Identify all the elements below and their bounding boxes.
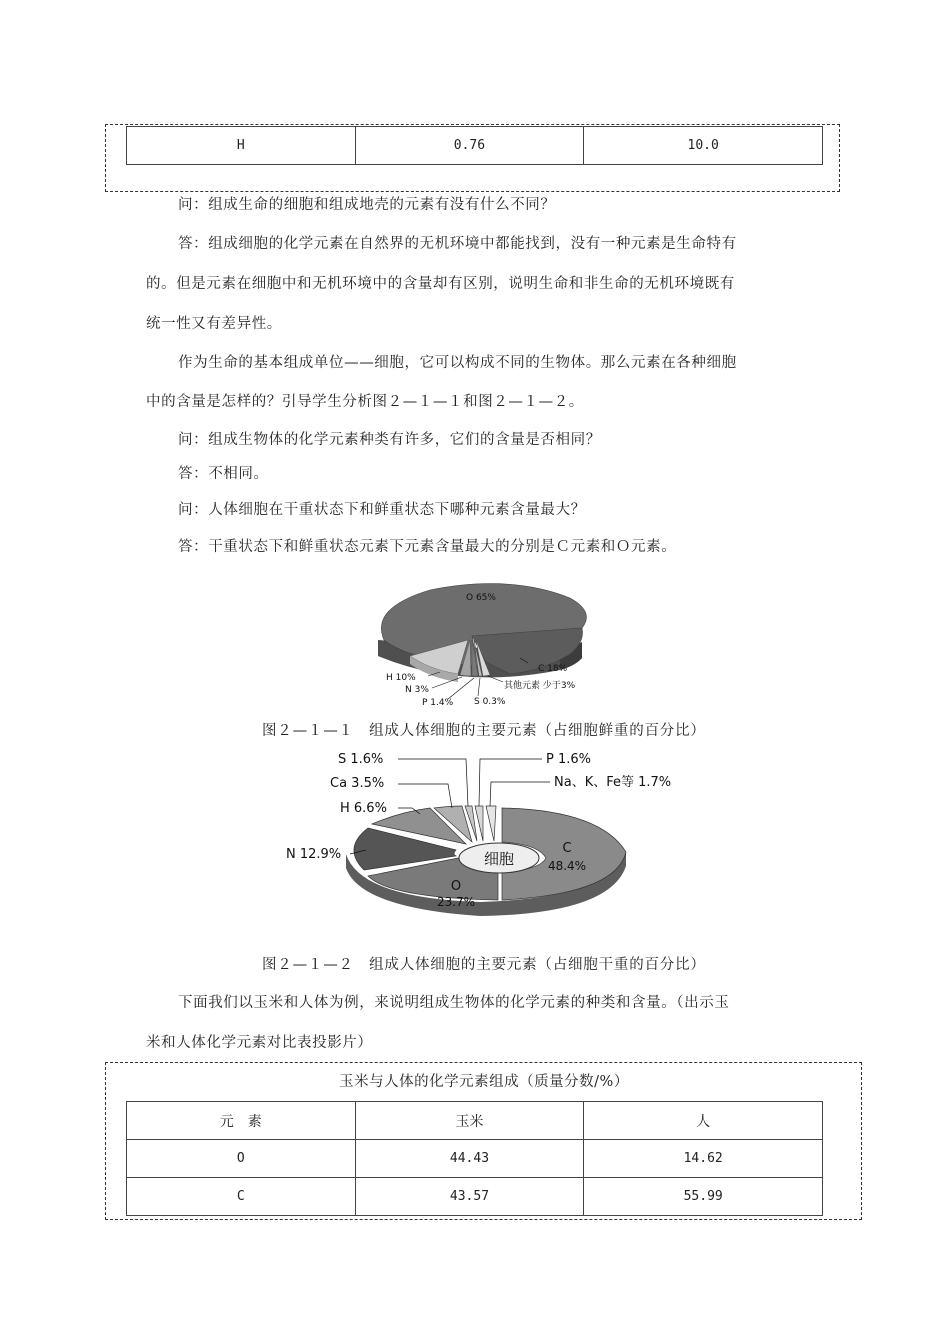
table-header-cell: 元 素	[127, 1102, 356, 1140]
label-c: C 18%	[538, 664, 568, 674]
table-cell: 14.62	[584, 1140, 823, 1178]
label-o-value: 23.7%	[436, 895, 476, 909]
bottom-table	[126, 1101, 823, 1216]
leader-line	[490, 782, 550, 806]
label-h: H 6.6%	[340, 801, 387, 816]
table-cell: 44.43	[355, 1140, 584, 1178]
paragraph: 问：组成生物体的化学元素种类有许多，它们的含量是否相同？	[178, 432, 601, 448]
table-cell: O	[127, 1140, 356, 1178]
table-cell: 10.0	[584, 127, 823, 165]
label-h: H 10%	[386, 673, 416, 683]
figure1-pie-chart	[370, 578, 620, 710]
label-s: S 0.3%	[474, 697, 506, 707]
table-row	[127, 1178, 823, 1216]
paragraph: 统一性又有差异性。	[146, 316, 282, 332]
top-table	[126, 126, 823, 165]
table-cell: C	[127, 1178, 356, 1216]
center-label: 细胞	[483, 850, 515, 868]
label-p: P 1.4%	[422, 698, 454, 708]
label-other: 其他元素 少于3%	[504, 681, 576, 691]
table-cell: 55.99	[584, 1178, 823, 1216]
table-header-cell: 玉米	[355, 1102, 584, 1140]
label-c-value: 48.4%	[547, 859, 587, 873]
paragraph: 问：组成生命的细胞和组成地壳的元素有没有什么不同？	[178, 197, 556, 213]
bottom-table-title: 玉米与人体的化学元素组成（质量分数/%）	[339, 1074, 629, 1090]
table-cell: 43.57	[355, 1178, 584, 1216]
label-n: N 12.9%	[286, 847, 342, 862]
paragraph: 答：干重状态下和鲜重状态元素下元素含量最大的分别是Ｃ元素和Ｏ元素。	[178, 539, 677, 555]
table-cell: H	[127, 127, 356, 165]
paragraph: 答：不相同。	[178, 466, 269, 482]
table-row	[127, 127, 823, 165]
ring-slice-na	[486, 806, 496, 841]
figure2-caption: 图２—１—２ 组成人体细胞的主要元素（占细胞干重的百分比）	[262, 957, 706, 973]
label-o: O 65%	[466, 593, 496, 603]
table-cell: 0.76	[355, 127, 584, 165]
label-na: Na、K、Fe等 1.7%	[554, 775, 672, 790]
paragraph: 下面我们以玉米和人体为例，来说明组成生物体的化学元素的种类和含量。（出示玉	[178, 995, 730, 1011]
paragraph: 中的含量是怎样的？引导学生分析图２—１—１和图２—１—２。	[146, 394, 584, 410]
leader-line	[479, 759, 542, 806]
paragraph: 作为生命的基本组成单位——细胞，它可以构成不同的生物体。那么元素在各种细胞	[178, 355, 737, 371]
label-p: P 1.6%	[546, 752, 591, 767]
figure1-caption: 图２—１—１ 组成人体细胞的主要元素（占细胞鲜重的百分比）	[262, 723, 706, 739]
leader-line	[398, 759, 468, 806]
figure2-ring-chart	[280, 748, 672, 938]
table-header-row	[127, 1102, 823, 1140]
table-header-cell: 人	[584, 1102, 823, 1140]
paragraph: 米和人体化学元素对比表投影片）	[146, 1035, 373, 1051]
label-n: N 3%	[405, 685, 429, 695]
leader-line	[448, 678, 474, 699]
label-s: S 1.6%	[338, 752, 384, 767]
paragraph: 问：人体细胞在干重状态下和鲜重状态下哪种元素含量最大？	[178, 502, 586, 518]
paragraph: 的。但是元素在细胞中和无机环境中的含量却有区别，说明生命和非生命的无机环境既有	[146, 276, 735, 292]
label-o-name: O	[450, 879, 462, 894]
label-ca: Ca 3.5%	[330, 776, 385, 791]
paragraph: 答：组成细胞的化学元素在自然界的无机环境中都能找到，没有一种元素是生命特有	[178, 236, 737, 252]
table-row	[127, 1140, 823, 1178]
leader-line	[398, 784, 452, 808]
label-c-name: C	[562, 841, 572, 856]
leader-line	[478, 678, 480, 696]
